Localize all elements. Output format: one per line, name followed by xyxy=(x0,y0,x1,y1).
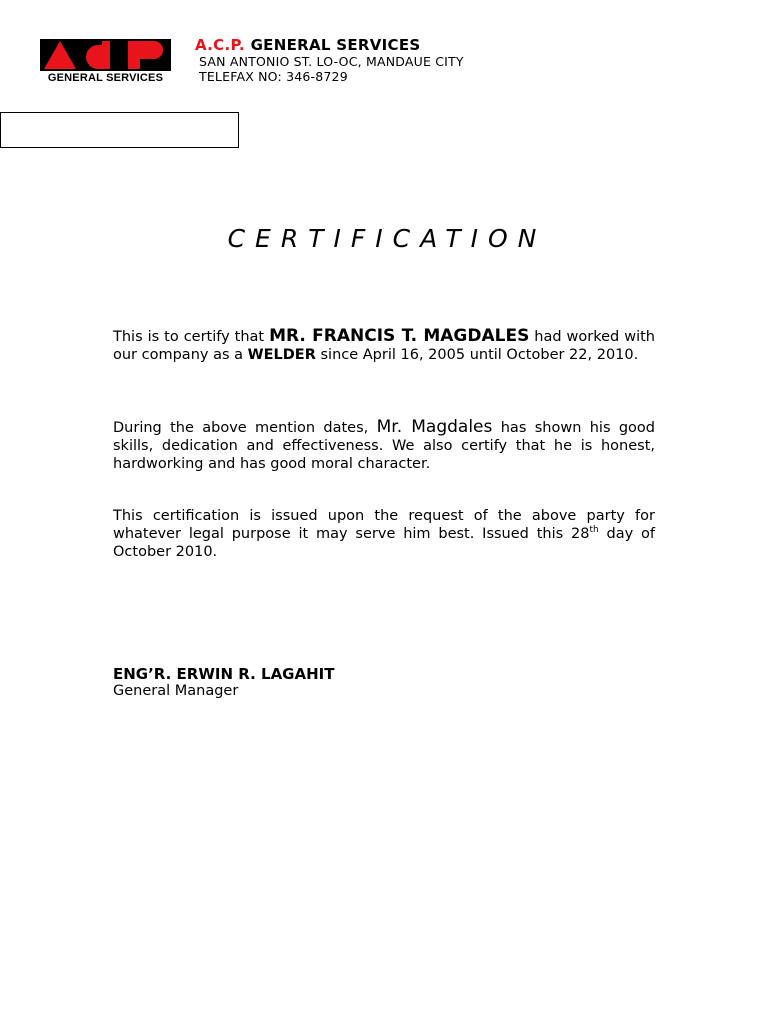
company-name-prefix: A.C.P. xyxy=(195,36,246,54)
employee-position: WELDER xyxy=(247,347,316,363)
p2-text-2: has shown his good skills, dedication and effectiveness. We also certify that he is honest, hardworking and has good moral character. xyxy=(113,420,656,472)
paragraph-3 xyxy=(113,507,655,561)
employee-name: MR. FRANCIS T. MAGDALES xyxy=(269,326,530,346)
p1-text-1: This is to certify that xyxy=(113,329,270,345)
paragraph-1 xyxy=(113,327,655,364)
p1-text-2: had worked with our company as a xyxy=(113,329,655,363)
p3-text-2: day of October 2010. xyxy=(113,526,655,560)
p3-text-1: This certification is issued upon the request of the above party for whatever legal purpose it may serve him best. Issued this 28 xyxy=(113,508,655,542)
acp-logo-mark xyxy=(40,39,171,71)
company-name xyxy=(195,36,421,54)
paragraph-2 xyxy=(113,418,655,473)
signatory-name: ENG’R. ERWIN R. LAGAHIT xyxy=(113,665,335,683)
p2-text-1: During the above mention dates, xyxy=(113,420,377,436)
company-logo xyxy=(40,39,171,85)
employee-short-name: Mr. Magdales xyxy=(376,417,493,437)
ordinal-suffix: th xyxy=(589,525,599,536)
blank-box xyxy=(0,112,239,148)
p1-text-3: since April 16, 2005 until October 22, 2010. xyxy=(315,347,639,363)
logo-caption: GENERAL SERVICES xyxy=(47,72,164,84)
company-address: SAN ANTONIO ST. LO-OC, MANDAUE CITY xyxy=(199,54,464,69)
company-name-suffix: GENERAL SERVICES xyxy=(250,36,421,54)
company-telefax: TELEFAX NO: 346-8729 xyxy=(199,69,348,84)
signatory-title: General Manager xyxy=(113,683,239,699)
document-title: CERTIFICATION xyxy=(227,224,547,253)
